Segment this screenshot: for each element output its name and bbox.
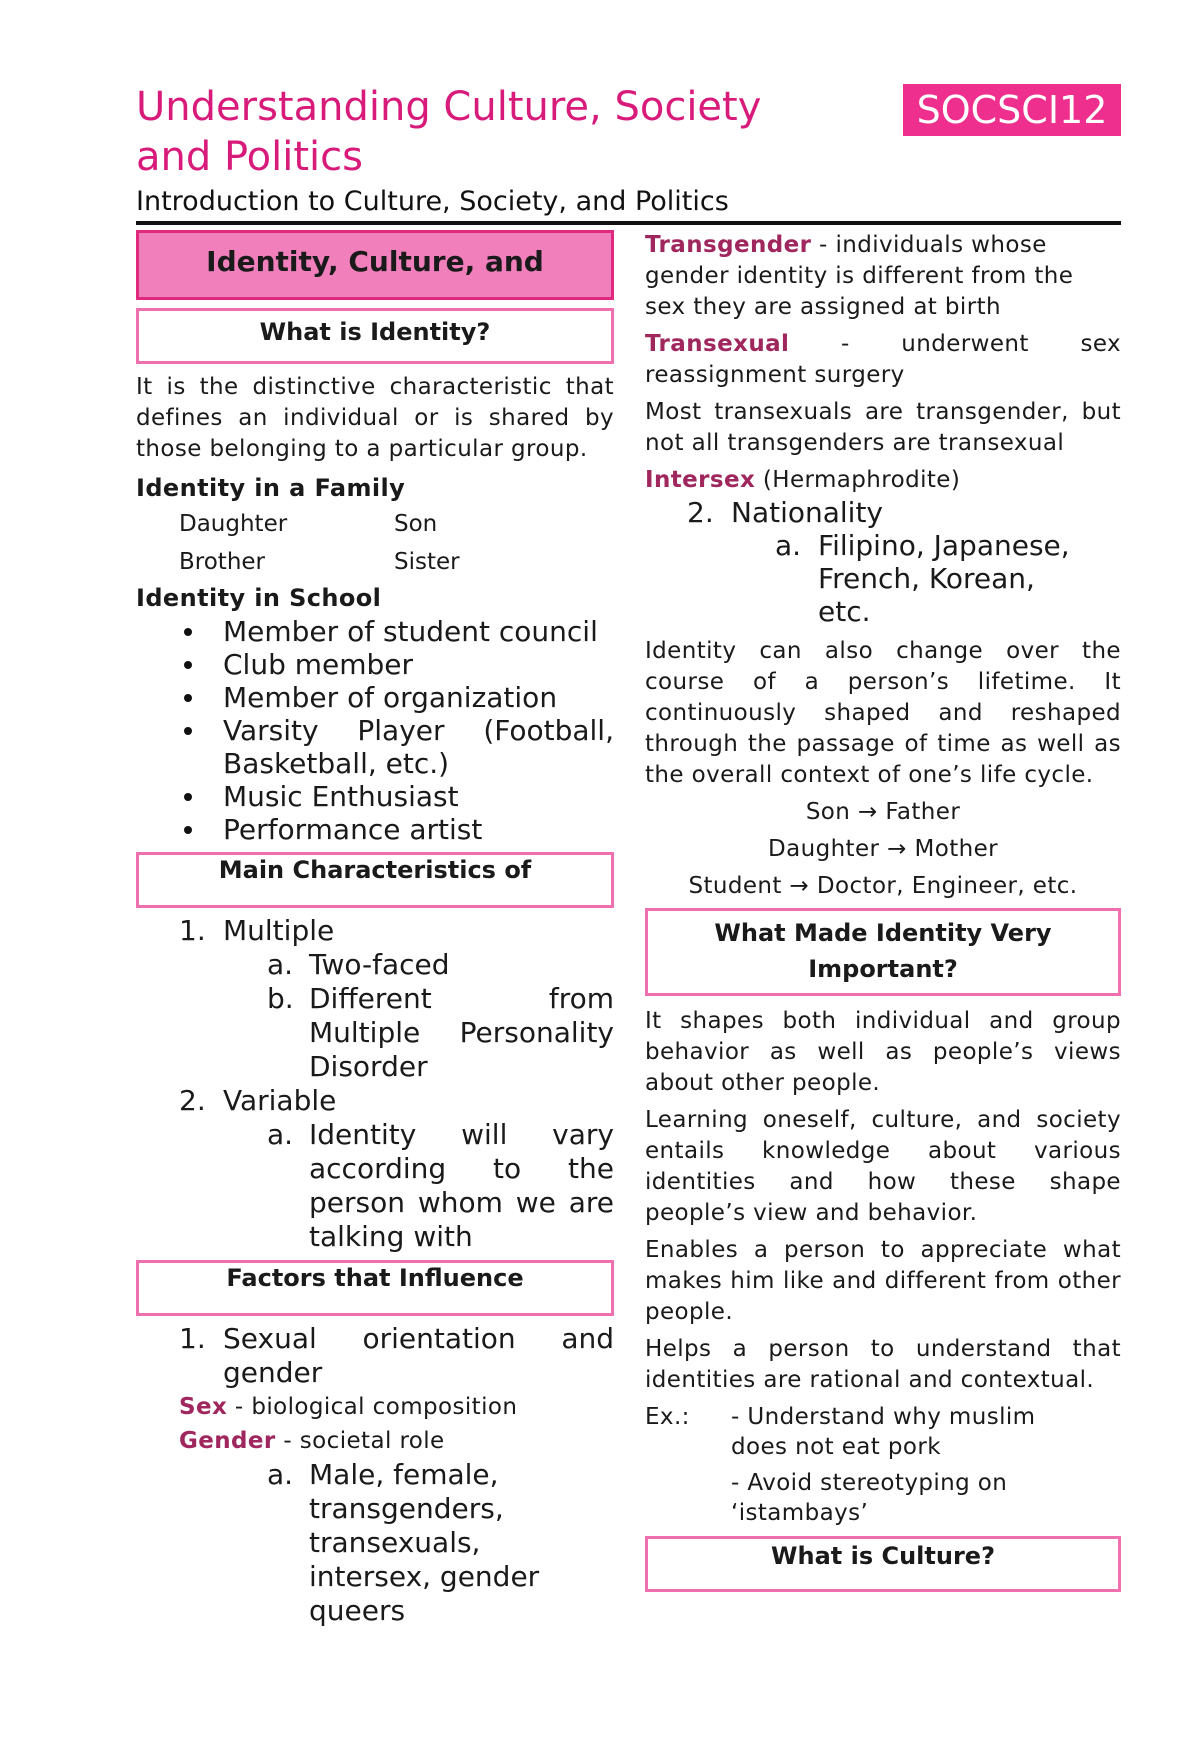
- family-item: Brother: [179, 549, 266, 575]
- list-item: a. Identity will vary according to the person whom we are talking with: [267, 1118, 614, 1253]
- family-item: Son: [394, 511, 438, 537]
- transexual-note: Most transexuals are transgender, but not all transgenders are transexual: [645, 399, 1121, 456]
- example-label: Ex.:: [645, 1404, 690, 1430]
- gender-definition: Gender - societal role: [179, 1428, 445, 1454]
- family-row-1: [136, 505, 614, 543]
- identity-change-paragraph: Identity can also change over the course of a person’s lifetime. It continuously shaped and reshaped through the passage of time as well as the overall context of one’s life cycle.: [645, 638, 1121, 788]
- example-row: [645, 1402, 1121, 1462]
- page-subtitle: Introduction to Culture, Society, and Politics: [136, 186, 729, 217]
- example-item: - Understand why muslim does not eat pork: [731, 1404, 1036, 1460]
- list-item: Club member: [136, 648, 614, 681]
- change-example: Student → Doctor, Engineer, etc.: [688, 873, 1078, 899]
- list-item: Varsity Player (Football, Basketball, etc.): [136, 714, 614, 780]
- change-example: Daughter → Mother: [768, 836, 998, 862]
- list-item: 2. Nationality: [687, 496, 884, 529]
- family-item: Sister: [394, 549, 460, 575]
- what-is-identity-heading: What is Identity?: [136, 308, 614, 364]
- characteristics-list: [136, 914, 614, 1254]
- list-item: Music Enthusiast: [136, 780, 614, 813]
- list-item: b. Different from Multiple Personality Disorder: [267, 982, 614, 1083]
- factors-heading: Factors that Influence: [136, 1260, 614, 1316]
- list-item: a. Male, female, transgenders, transexuals, intersex, gender queers: [267, 1458, 540, 1627]
- list-item: a. Two-faced: [267, 948, 450, 981]
- family-row-2: [136, 543, 614, 581]
- list-item: Member of organization: [136, 681, 614, 714]
- page-title: Understanding Culture, Society and Politics: [136, 84, 762, 180]
- example-row: [645, 1468, 1121, 1528]
- left-column: [136, 230, 614, 1628]
- transgender-definition: Transgender - individuals whose gender identity is different from the sex they are assigned at birth: [645, 232, 1074, 320]
- header-divider: [136, 221, 1121, 225]
- identity-definition: It is the distinctive characteristic that defines an individual or is shared by those belonging to a particular group.: [136, 374, 614, 462]
- factors-list: [136, 1322, 614, 1628]
- school-list: [136, 615, 614, 846]
- family-item: Daughter: [179, 511, 288, 537]
- change-example: Son → Father: [805, 799, 961, 825]
- school-heading: Identity in School: [136, 584, 382, 612]
- transexual-definition: Transexual - underwent sex reassignment surgery: [645, 331, 1121, 388]
- course-code-badge: SOCSCI12: [903, 84, 1121, 136]
- list-item: Performance artist: [136, 813, 614, 846]
- list-item: 2. Variable: [179, 1084, 337, 1117]
- list-item: 1. Sexual orientation and gender: [179, 1322, 614, 1389]
- family-heading: Identity in a Family: [136, 474, 406, 502]
- importance-paragraph: Learning oneself, culture, and society entails knowledge about various identities and how these shape people’s view and behavior.: [645, 1107, 1121, 1226]
- importance-paragraph: Helps a person to understand that identities are rational and contextual.: [645, 1336, 1121, 1393]
- list-item: a. Filipino, Japanese, French, Korean, etc.: [775, 529, 1070, 628]
- what-is-culture-heading: What is Culture?: [645, 1536, 1121, 1592]
- example-item: - Avoid stereotyping on ‘istambays’: [731, 1470, 1008, 1526]
- intersex-definition: Intersex (Hermaphrodite): [645, 467, 961, 493]
- right-column: [645, 230, 1121, 1592]
- list-item: 1. Multiple: [179, 914, 335, 947]
- identity-importance-heading: What Made Identity Very Important?: [645, 908, 1121, 996]
- section-banner: Identity, Culture, and: [136, 230, 614, 300]
- characteristics-heading: Main Characteristics of: [136, 852, 614, 908]
- sex-definition: Sex - biological composition: [179, 1394, 518, 1420]
- list-item: Member of student council: [136, 615, 614, 648]
- importance-paragraph: It shapes both individual and group behavior as well as people’s views about other people.: [645, 1008, 1121, 1096]
- importance-paragraph: Enables a person to appreciate what makes him like and different from other people.: [645, 1237, 1121, 1325]
